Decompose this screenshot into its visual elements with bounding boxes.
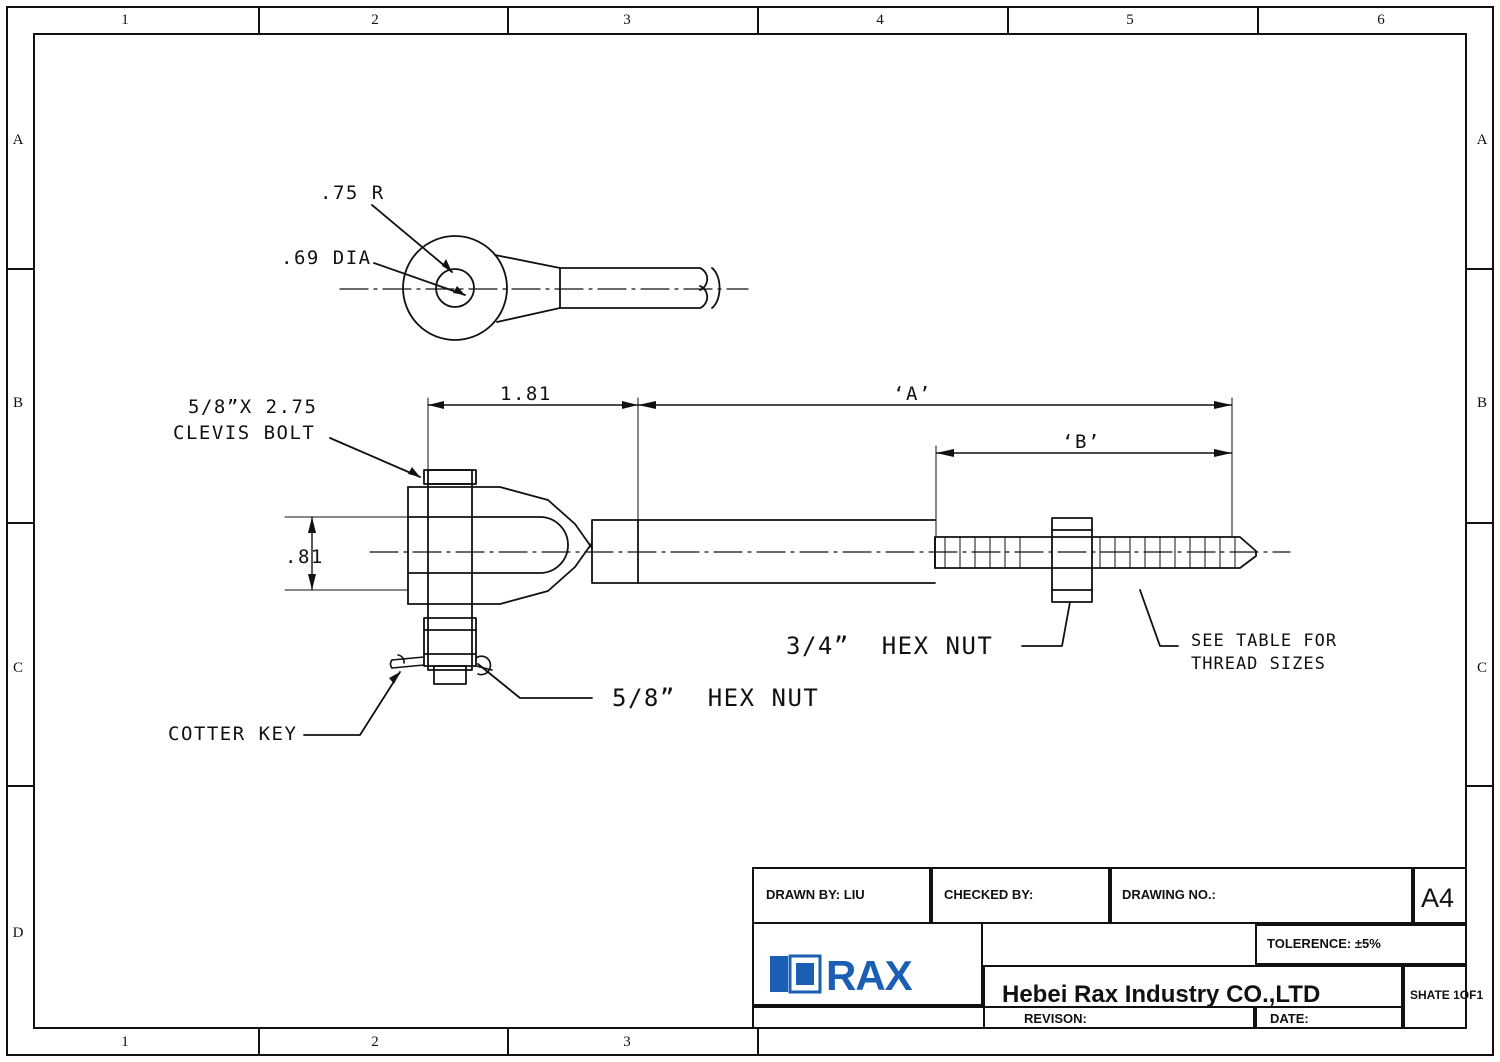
annotation-hex-nut-34: 3/4” HEX NUT (786, 632, 994, 660)
drawn-by-label: DRAWN BY: LIU (766, 887, 865, 902)
zone-label-top-3: 3 (623, 12, 631, 28)
rax-logo-text: RAX (826, 952, 912, 999)
company-name: Hebei Rax Industry CO.,LTD (1002, 981, 1321, 1008)
zone-tick-bottom-3 (757, 1029, 759, 1056)
annotation-clevis-bolt-line1: 5/8”X 2.75 (188, 396, 318, 418)
zone-tick-right-1 (1467, 268, 1494, 270)
zone-tick-right-3 (1467, 785, 1494, 787)
zone-label-left-c: C (12, 660, 23, 676)
zone-label-top-4: 4 (876, 12, 884, 28)
zone-tick-top-1 (258, 6, 260, 33)
annotation-hex-nut-58: 5/8” HEX NUT (612, 684, 820, 712)
zone-tick-top-5 (1257, 6, 1259, 33)
zone-tick-bottom-1 (258, 1029, 260, 1056)
annotation-hole-dia: .69 DIA (281, 247, 372, 269)
zone-label-right-a: A (1476, 132, 1488, 148)
zone-label-left-a: A (12, 132, 24, 148)
zone-tick-top-4 (1007, 6, 1009, 33)
sheet-size-label: A4 (1421, 883, 1455, 913)
zone-label-right-b: B (1476, 395, 1487, 411)
date-label: DATE: (1270, 1011, 1309, 1026)
zone-label-bottom-3: 3 (623, 1034, 631, 1050)
zone-tick-left-2 (6, 522, 33, 524)
zone-label-bottom-2: 2 (371, 1034, 379, 1050)
zone-tick-top-3 (757, 6, 759, 33)
zone-label-top-1: 1 (121, 12, 129, 28)
annotation-dim-1-81: 1.81 (500, 383, 552, 405)
zone-tick-left-3 (6, 785, 33, 787)
annotation-see-table-line1: SEE TABLE FOR (1191, 631, 1338, 651)
zone-tick-top-2 (507, 6, 509, 33)
zone-tick-right-2 (1467, 522, 1494, 524)
zone-label-bottom-1: 1 (121, 1034, 129, 1050)
revision-label: REVISON: (1024, 1011, 1087, 1026)
annotation-dim-0-81: .81 (285, 546, 324, 568)
checked-by-label: CHECKED BY: (944, 887, 1034, 902)
rax-logo (768, 950, 983, 1000)
annotation-radius: .75 R (320, 182, 385, 204)
sheet-of-label: SHATE 1OF1 (1410, 988, 1484, 1002)
zone-label-top-6: 6 (1377, 12, 1385, 28)
annotation-dim-b: ‘B’ (1062, 431, 1101, 453)
zone-label-top-5: 5 (1126, 12, 1134, 28)
zone-tick-left-1 (6, 268, 33, 270)
zone-label-right-c: C (1476, 660, 1487, 676)
zone-label-left-d: D (12, 925, 24, 941)
title-block-revision-cell (752, 1006, 1255, 1029)
annotation-clevis-bolt-line2: CLEVIS BOLT (173, 422, 316, 444)
annotation-cotter-key: COTTER KEY (168, 723, 298, 745)
annotation-see-table-line2: THREAD SIZES (1191, 654, 1326, 674)
annotation-dim-a: ‘A’ (893, 383, 932, 405)
zone-tick-bottom-2 (507, 1029, 509, 1056)
tolerance-label: TOLERENCE: ±5% (1267, 936, 1381, 951)
zone-label-left-b: B (12, 395, 23, 411)
drawing-no-label: DRAWING NO.: (1122, 887, 1216, 902)
zone-label-top-2: 2 (371, 12, 379, 28)
